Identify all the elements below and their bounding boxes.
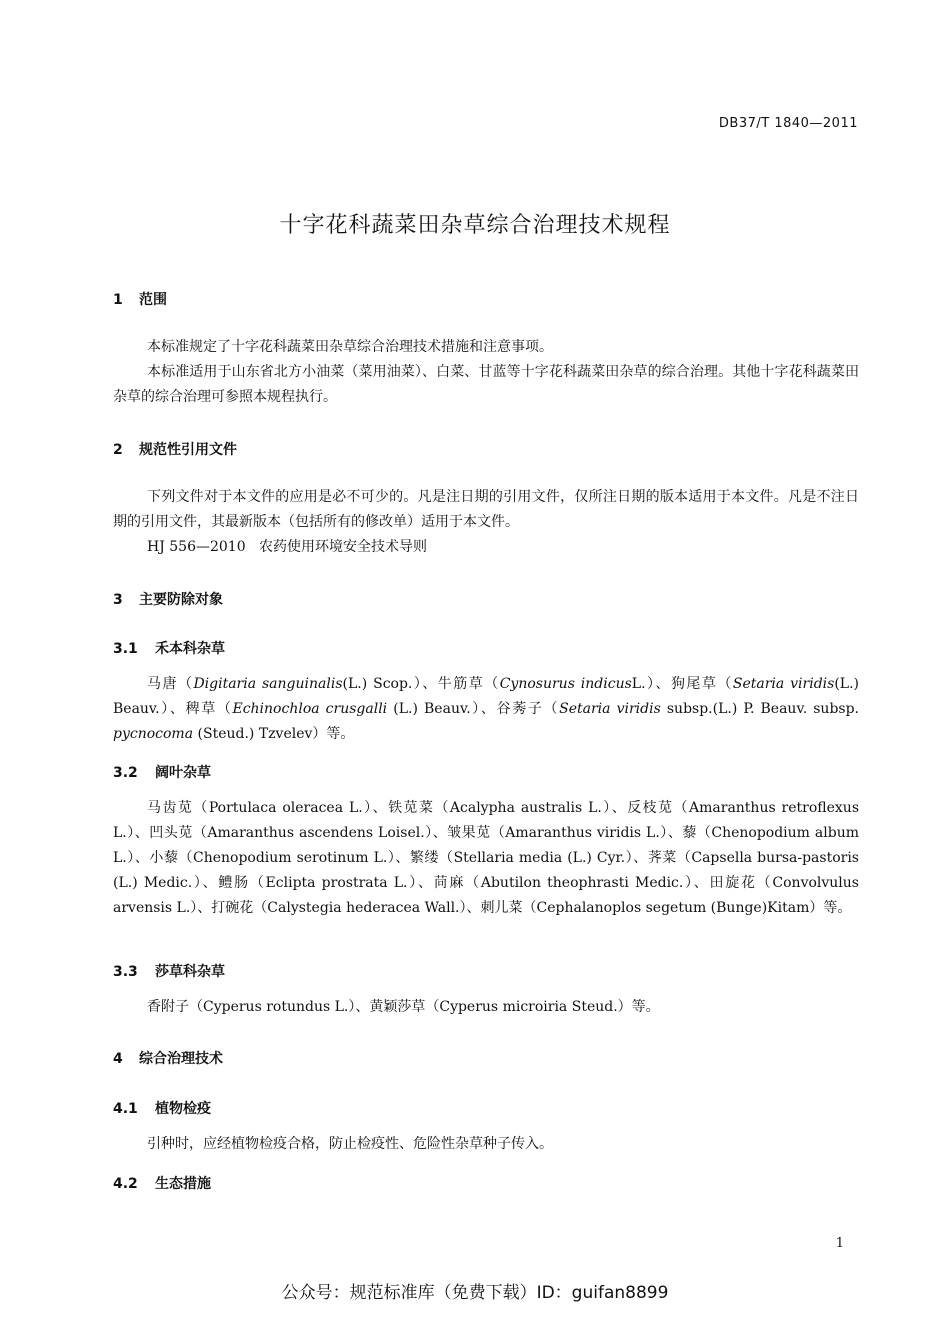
heading-number: 1 bbox=[113, 292, 123, 308]
heading-main-targets bbox=[113, 589, 223, 609]
scope-paragraphs bbox=[113, 335, 859, 410]
heading-plant-quarantine bbox=[113, 1098, 211, 1118]
heading-text: 禾本科杂草 bbox=[155, 641, 225, 657]
heading-text: 主要防除对象 bbox=[139, 592, 223, 608]
paragraph: 马唐（Digitaria sanguinalis(L.) Scop.）、牛筋草（Cynosurus indicusL.）、狗尾草（Setaria viridis(L.) Beauv.）、稗草（Echinochloa crusgalli (L.) Beauv.）、谷莠子（Setaria viridis subsp.(L.) P. Beauv. subsp. pycnocoma (Steud.) Tzvelev）等。 bbox=[113, 676, 860, 742]
broadleaf-weeds-paragraph bbox=[113, 796, 859, 921]
heading-text: 植物检疫 bbox=[155, 1101, 211, 1117]
page-number: 1 bbox=[835, 1236, 844, 1251]
heading-text: 生态措施 bbox=[155, 1176, 211, 1192]
heading-text: 范围 bbox=[139, 292, 167, 308]
heading-number: 3 bbox=[113, 592, 123, 608]
document-title: 十字花科蔬菜田杂草综合治理技术规程 bbox=[279, 213, 671, 238]
paragraph: 引种时，应经植物检疫合格，防止检疫性、危险性杂草种子传入。 bbox=[147, 1136, 553, 1152]
reference-item bbox=[113, 535, 859, 560]
reference-code: HJ 556—2010 bbox=[147, 539, 246, 555]
standard-code: DB37/T 1840—2011 bbox=[718, 116, 858, 131]
paragraph: 香附子（Cyperus rotundus L.）、黄颖莎草（Cyperus microiria Steud.）等。 bbox=[147, 999, 660, 1015]
heading-text: 莎草科杂草 bbox=[155, 964, 225, 980]
heading-text: 阔叶杂草 bbox=[155, 765, 211, 781]
heading-sedge-weeds bbox=[113, 961, 225, 981]
paragraph: 本标准适用于山东省北方小油菜（菜用油菜）、白菜、甘蓝等十字花科蔬菜田杂草的综合治理。其他十字花科蔬菜田杂草的综合治理可参照本规程执行。 bbox=[113, 364, 859, 405]
heading-number: 3.2 bbox=[113, 765, 138, 781]
footer-watermark-text: 公众号：规范标准库（免费下载）ID：guifan8899 bbox=[281, 1283, 669, 1303]
paragraph: 马齿苋（Portulaca oleracea L.）、铁苋菜（Acalypha australis L.）、反枝苋（Amaranthus retroflexus L.）、凹头苋（Amaranthus ascendens Loisel.）、皱果苋（Amaranthus viridis L.）、藜（Chenopodium album L.）、小藜（Chenopodium serotinum L.）、繁缕（Stellaria media (L.) Cyr.）、荠菜（Capsella bursa-pastoris (L.) Medic.）、鳢肠（Eclipta prostrata L.）、苘麻（Abutilon theophrasti Medic.）、田旋花（Convolvulus arvensis L.）、打碗花（Calystegia hederacea Wall.）、刺儿菜（Cephalanoplos segetum (Bunge)Kitam）等。 bbox=[113, 800, 859, 916]
grass-weeds-paragraph bbox=[113, 672, 859, 747]
heading-number: 2 bbox=[113, 442, 123, 458]
heading-broadleaf-weeds bbox=[113, 762, 211, 782]
heading-normative-references bbox=[113, 439, 237, 459]
heading-grass-weeds bbox=[113, 638, 225, 658]
heading-text: 规范性引用文件 bbox=[139, 442, 237, 458]
paragraph: 下列文件对于本文件的应用是必不可少的。凡是注日期的引用文件，仅所注日期的版本适用于本文件。凡是不注日期的引用文件，其最新版本（包括所有的修改单）适用于本文件。 bbox=[113, 489, 859, 530]
heading-number: 4.1 bbox=[113, 1101, 138, 1117]
reference-title: 农药使用环境安全技术导则 bbox=[258, 539, 427, 555]
heading-number: 4 bbox=[113, 1051, 123, 1067]
sedge-weeds-paragraph bbox=[113, 995, 859, 1020]
quarantine-paragraph bbox=[113, 1132, 859, 1157]
heading-number: 3.1 bbox=[113, 641, 138, 657]
heading-integrated-control bbox=[113, 1048, 223, 1068]
references-paragraphs bbox=[113, 485, 859, 560]
heading-ecological-measures bbox=[113, 1173, 211, 1193]
paragraph: 本标准规定了十字花科蔬菜田杂草综合治理技术措施和注意事项。 bbox=[147, 339, 553, 355]
heading-number: 3.3 bbox=[113, 964, 138, 980]
heading-scope bbox=[113, 289, 167, 309]
heading-number: 4.2 bbox=[113, 1176, 138, 1192]
heading-text: 综合治理技术 bbox=[139, 1051, 223, 1067]
